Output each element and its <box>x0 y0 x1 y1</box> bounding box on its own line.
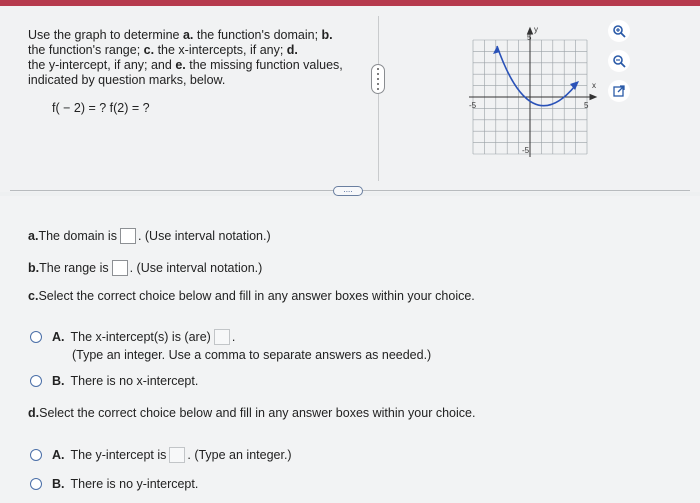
part-b-text: The range is <box>39 261 109 275</box>
prompt-key-a: a. <box>182 28 194 42</box>
option-letter: B. <box>52 477 65 491</box>
vertical-resize-handle[interactable] <box>371 64 385 94</box>
zoom-in-button[interactable] <box>608 20 630 42</box>
part-b-hint: . (Use interval notation.) <box>129 261 263 275</box>
part-c-label: c. <box>28 289 39 303</box>
prompt-text: the function's range; <box>28 43 144 57</box>
part-a-hint: . (Use interval notation.) <box>137 229 271 243</box>
y-axis-label: y <box>534 25 538 34</box>
option-text: There is no y-intercept. <box>70 477 199 491</box>
x-axis-tick-left: -5 <box>469 101 477 110</box>
option-text: . (Type an integer.) <box>187 448 292 462</box>
open-external-icon <box>612 84 626 98</box>
option-text: . <box>231 330 236 344</box>
x-axis-tick-right: 5 <box>584 101 589 110</box>
part-c-option-b[interactable] <box>30 374 198 388</box>
prompt-key-c: c. <box>143 43 155 57</box>
domain-answer-box[interactable] <box>120 228 136 244</box>
horizontal-resize-handle[interactable]: .... <box>333 186 363 196</box>
option-text: There is no x-intercept. <box>70 374 199 388</box>
part-d-label: d. <box>28 406 40 420</box>
prompt-text: the function's domain; <box>193 28 322 42</box>
part-a-row <box>28 228 271 244</box>
x-axis-label: x <box>592 81 596 90</box>
part-c-option-a[interactable] <box>30 329 235 345</box>
function-graph <box>455 20 605 160</box>
vertical-divider <box>378 16 379 181</box>
part-d-option-b[interactable] <box>30 477 198 491</box>
part-c-option-a-hint: (Type an integer. Use a comma to separate answers as needed.) <box>72 348 432 362</box>
x-intercept-radio-b[interactable] <box>30 375 42 387</box>
option-letter: A. <box>52 330 65 344</box>
y-intercept-radio-a[interactable] <box>30 449 42 461</box>
part-a-text: The domain is <box>38 229 117 243</box>
part-c-instruction <box>28 289 475 303</box>
zoom-in-icon <box>612 24 626 38</box>
option-letter: A. <box>52 448 65 462</box>
option-text: The x-intercept(s) is (are) <box>70 330 211 344</box>
prompt-key-e: e. <box>175 58 186 72</box>
prompt-key-b: b. <box>321 28 333 42</box>
part-c-text: Select the correct choice below and fill in any answer boxes within your choice. <box>38 289 475 303</box>
y-axis-tick-top: 5 <box>527 33 532 42</box>
part-d-text: Select the correct choice below and fill in any answer boxes within your choice. <box>39 406 476 420</box>
prompt-text: the missing function values, <box>185 58 343 72</box>
prompt-text: indicated by question marks, below. <box>28 73 226 87</box>
part-b-row <box>28 260 262 276</box>
prompt-text: the y-intercept, if any; and <box>28 58 176 72</box>
part-a-label: a. <box>28 229 39 243</box>
prompt-text: the x-intercepts, if any; <box>154 43 287 57</box>
part-b-label: b. <box>28 261 40 275</box>
part-d-option-a[interactable] <box>30 447 292 463</box>
question-prompt <box>28 28 368 88</box>
prompt-text: Use the graph to determine <box>28 28 183 42</box>
function-values-prompt: f( − 2) = ? f(2) = ? <box>52 101 150 115</box>
option-text: The y-intercept is <box>70 448 167 462</box>
option-letter: B. <box>52 374 65 388</box>
y-intercept-radio-b[interactable] <box>30 478 42 490</box>
x-intercept-radio-a[interactable] <box>30 331 42 343</box>
range-answer-box[interactable] <box>112 260 128 276</box>
part-d-instruction <box>28 406 475 420</box>
y-axis-tick-bottom: -5 <box>522 146 530 155</box>
zoom-out-button[interactable] <box>608 50 630 72</box>
y-intercept-answer-box[interactable] <box>169 447 185 463</box>
graph-tools <box>608 20 636 110</box>
x-intercept-answer-box[interactable] <box>214 329 230 345</box>
open-external-button[interactable] <box>608 80 630 102</box>
prompt-key-d: d. <box>286 43 298 57</box>
question-panel <box>0 6 700 192</box>
zoom-out-icon <box>612 54 626 68</box>
answers-panel <box>0 196 700 503</box>
